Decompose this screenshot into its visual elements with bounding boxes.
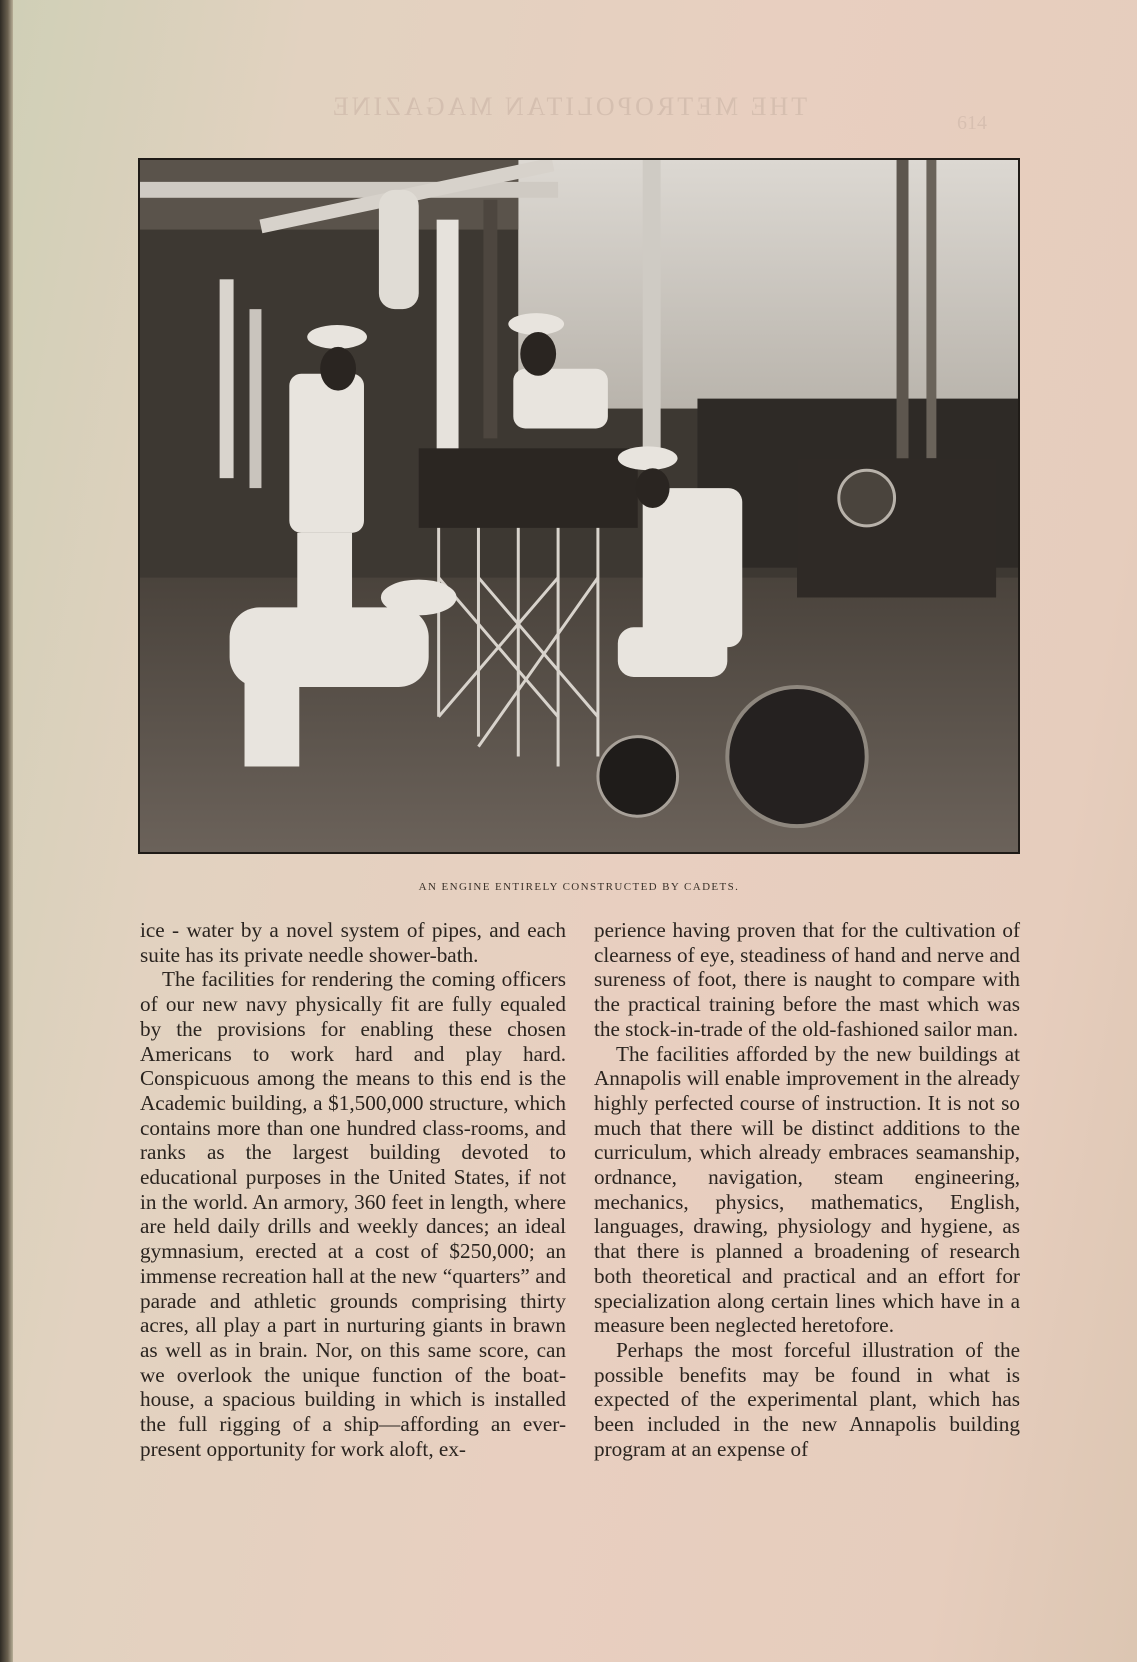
paragraph: perience having proven that for the cultivation of clearness of eye, steadiness of hand and nerve and sureness of foot, there is naught to compare with the practical training before the mast which was the stock-in-trade of the old-fashioned sailor man. [594,918,1020,1041]
paragraph: The facilities afforded by the new buildings at Annapolis will enable improvement in the already highly perfected course of instruction. It is not so much that there will be distinct additions to the curriculum, which already embraces seamanship, ordnance, navigation, steam engineering, mechanics, physics, mathematics, English, languages, drawing, physiology and hygiene, as that there is planned a broadening of research both theoretical and practical and an effort for specialization along certain lines which have in a measure been neglected heretofore. [594,1041,1020,1338]
paragraph: Perhaps the most forceful illustration of the possible benefits may be found in what is expected of the experimental plant, which has been included in the new Annapolis building program at an expense of [594,1337,1020,1461]
page-number-showthrough: 614 [957,112,987,134]
engine-photograph [138,158,1020,854]
figure-caption: AN ENGINE ENTIRELY CONSTRUCTED BY CADETS. [418,881,740,893]
book-spine-edge [0,0,13,1662]
text-column-left [140,918,566,1461]
engine-photo-illustration [140,160,1018,852]
text-column-right [594,918,1020,1461]
running-head-showthrough: THE METROPOLITAN MAGAZINE [329,92,808,121]
paragraph: ice - water by a novel system of pipes, and each suite has its private needle shower-bath. [140,918,566,967]
paragraph: The facilities for rendering the coming officers of our new navy physically fit are fully equaled by the provisions for enabling these chosen Americans to work hard and play hard. Conspicuous among the means to this end is the Academic building, a $1,500,000 structure, which contains more than one hundred class-rooms, and ranks as the largest building devoted to educational purposes in the United States, if not in the world. An armory, 360 feet in length, where are held daily drills and weekly dances; an ideal gymnasium, erected at a cost of $250,000; an immense recreation hall at the new “quarters” and parade and athletic grounds comprising thirty acres, all play a part in nurturing giants in brawn as well as in brain. Nor, on this same score, can we overlook the unique function of the boat-house, a spacious building in which is installed the full rigging of a ship—affording an ever-present opportunity for work aloft, ex- [140,967,566,1461]
